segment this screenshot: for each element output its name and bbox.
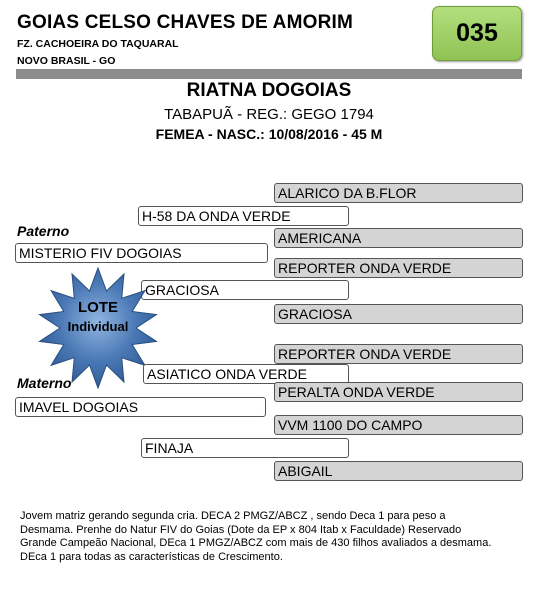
dam: IMAVEL DOGOIAS	[15, 397, 266, 417]
paternal-label: Paterno	[17, 223, 70, 239]
dam-dam-dam: ABIGAIL	[274, 461, 523, 481]
sire-dam: GRACIOSA	[141, 280, 349, 300]
lot-number-badge: 035	[432, 6, 522, 61]
farm-location: NOVO BRASIL - GO	[17, 55, 116, 67]
header-divider	[16, 69, 522, 79]
farm-owner: GOIAS CELSO CHAVES DE AMORIM	[17, 12, 354, 33]
sex-birth-date: FEMEA - NASC.: 10/08/2016 - 45 M	[155, 126, 383, 142]
breed-registration: TABAPUÃ - REG.: GEGO 1794	[164, 106, 374, 123]
dam-sire: ASIATICO ONDA VERDE	[143, 364, 349, 384]
maternal-label: Materno	[17, 375, 72, 391]
badge-line1: LOTE	[78, 299, 118, 316]
description-notes: Jovem matriz gerando segunda cria. DECA 2 PMGZ/ABCZ , sendo Deca 1 para peso a Desmama. Prenhe do Natur FIV do Goias (Dote da EP x 804 Itab x Faculdade) Reservado Grande Campeão Nacional, DEca 1 PMGZ/ABCZ com mais de 430 filhos avaliados a desmama. DEca 1 para todas as características de Crescimento.	[20, 510, 492, 563]
animal-name: RIATNA DOGOIAS	[186, 80, 352, 101]
sire-dam-sire: REPORTER ONDA VERDE	[274, 258, 523, 278]
sire-sire-sire: ALARICO DA B.FLOR	[274, 183, 523, 203]
sire: MISTERIO FIV DOGOIAS	[15, 243, 268, 263]
sire-sire-dam: AMERICANA	[274, 228, 523, 248]
badge-line2: Individual	[67, 319, 129, 334]
sire-sire: H-58 DA ONDA VERDE	[138, 206, 349, 226]
farm-name: FZ. CACHOEIRA DO TAQUARAL	[17, 38, 179, 50]
dam-dam: FINAJA	[141, 438, 349, 458]
dam-sire-dam: PERALTA ONDA VERDE	[274, 382, 523, 402]
dam-sire-sire: REPORTER ONDA VERDE	[274, 344, 523, 364]
dam-dam-sire: VVM 1100 DO CAMPO	[274, 415, 523, 435]
sire-dam-dam: GRACIOSA	[274, 304, 523, 324]
